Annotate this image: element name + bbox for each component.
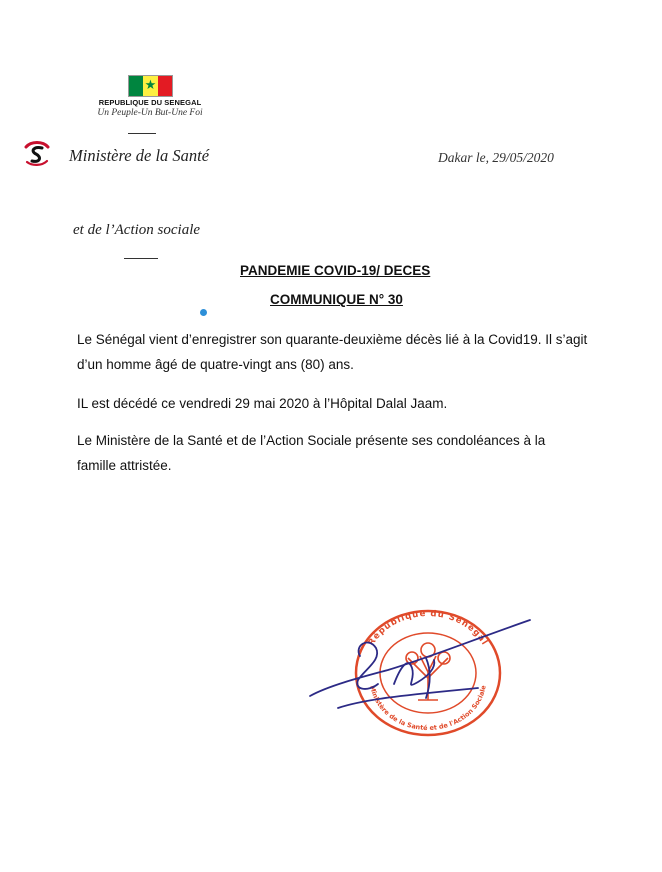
paragraph bbox=[77, 391, 577, 416]
ministry-logo-icon bbox=[22, 138, 52, 168]
senegal-flag bbox=[128, 75, 173, 97]
paragraph-line: famille attristée. bbox=[77, 458, 172, 473]
national-motto: Un Peuple-Un But-Une Foi bbox=[97, 108, 203, 118]
paragraph-line: Le Sénégal vient d’enregistrer son quarante-deuxième décès lié à la Covid19. Il s’agit bbox=[77, 332, 588, 347]
stamp-text-top: République du Sénégal bbox=[366, 608, 490, 648]
flag-band-yellow bbox=[143, 76, 157, 96]
official-stamp-with-signature bbox=[308, 598, 538, 738]
paragraph-line: IL est décédé ce vendredi 29 mai 2020 à l’Hôpital Dalal Jaam. bbox=[77, 396, 448, 411]
ministry-name: Ministère de la Santé bbox=[69, 146, 210, 165]
paragraph-line: d’un homme âgé de quatre-vingt ans (80) ans. bbox=[77, 357, 354, 372]
divider bbox=[128, 133, 156, 134]
flag-band-green bbox=[129, 76, 143, 96]
paragraph bbox=[77, 428, 577, 478]
paragraph-line: Le Ministère de la Santé et de l’Action Sociale présente ses condoléances à la bbox=[77, 433, 546, 448]
paragraph bbox=[77, 327, 588, 377]
document-title: PANDEMIE COVID-19/ DECES bbox=[240, 263, 431, 278]
place-and-date: Dakar le, 29/05/2020 bbox=[438, 150, 554, 165]
bullet-dot bbox=[200, 309, 207, 316]
republic-name: REPUBLIQUE DU SENEGAL bbox=[98, 98, 202, 107]
ministry-name-continued: et de l’Action sociale bbox=[73, 222, 201, 238]
stamp-text-bottom: Ministère de la Santé et de l'Action Sociale bbox=[368, 684, 488, 733]
flag-band-red bbox=[158, 76, 172, 96]
divider bbox=[124, 258, 158, 259]
star-icon: ★ bbox=[144, 78, 157, 94]
communique-number: COMMUNIQUE N° 30 bbox=[270, 292, 403, 307]
